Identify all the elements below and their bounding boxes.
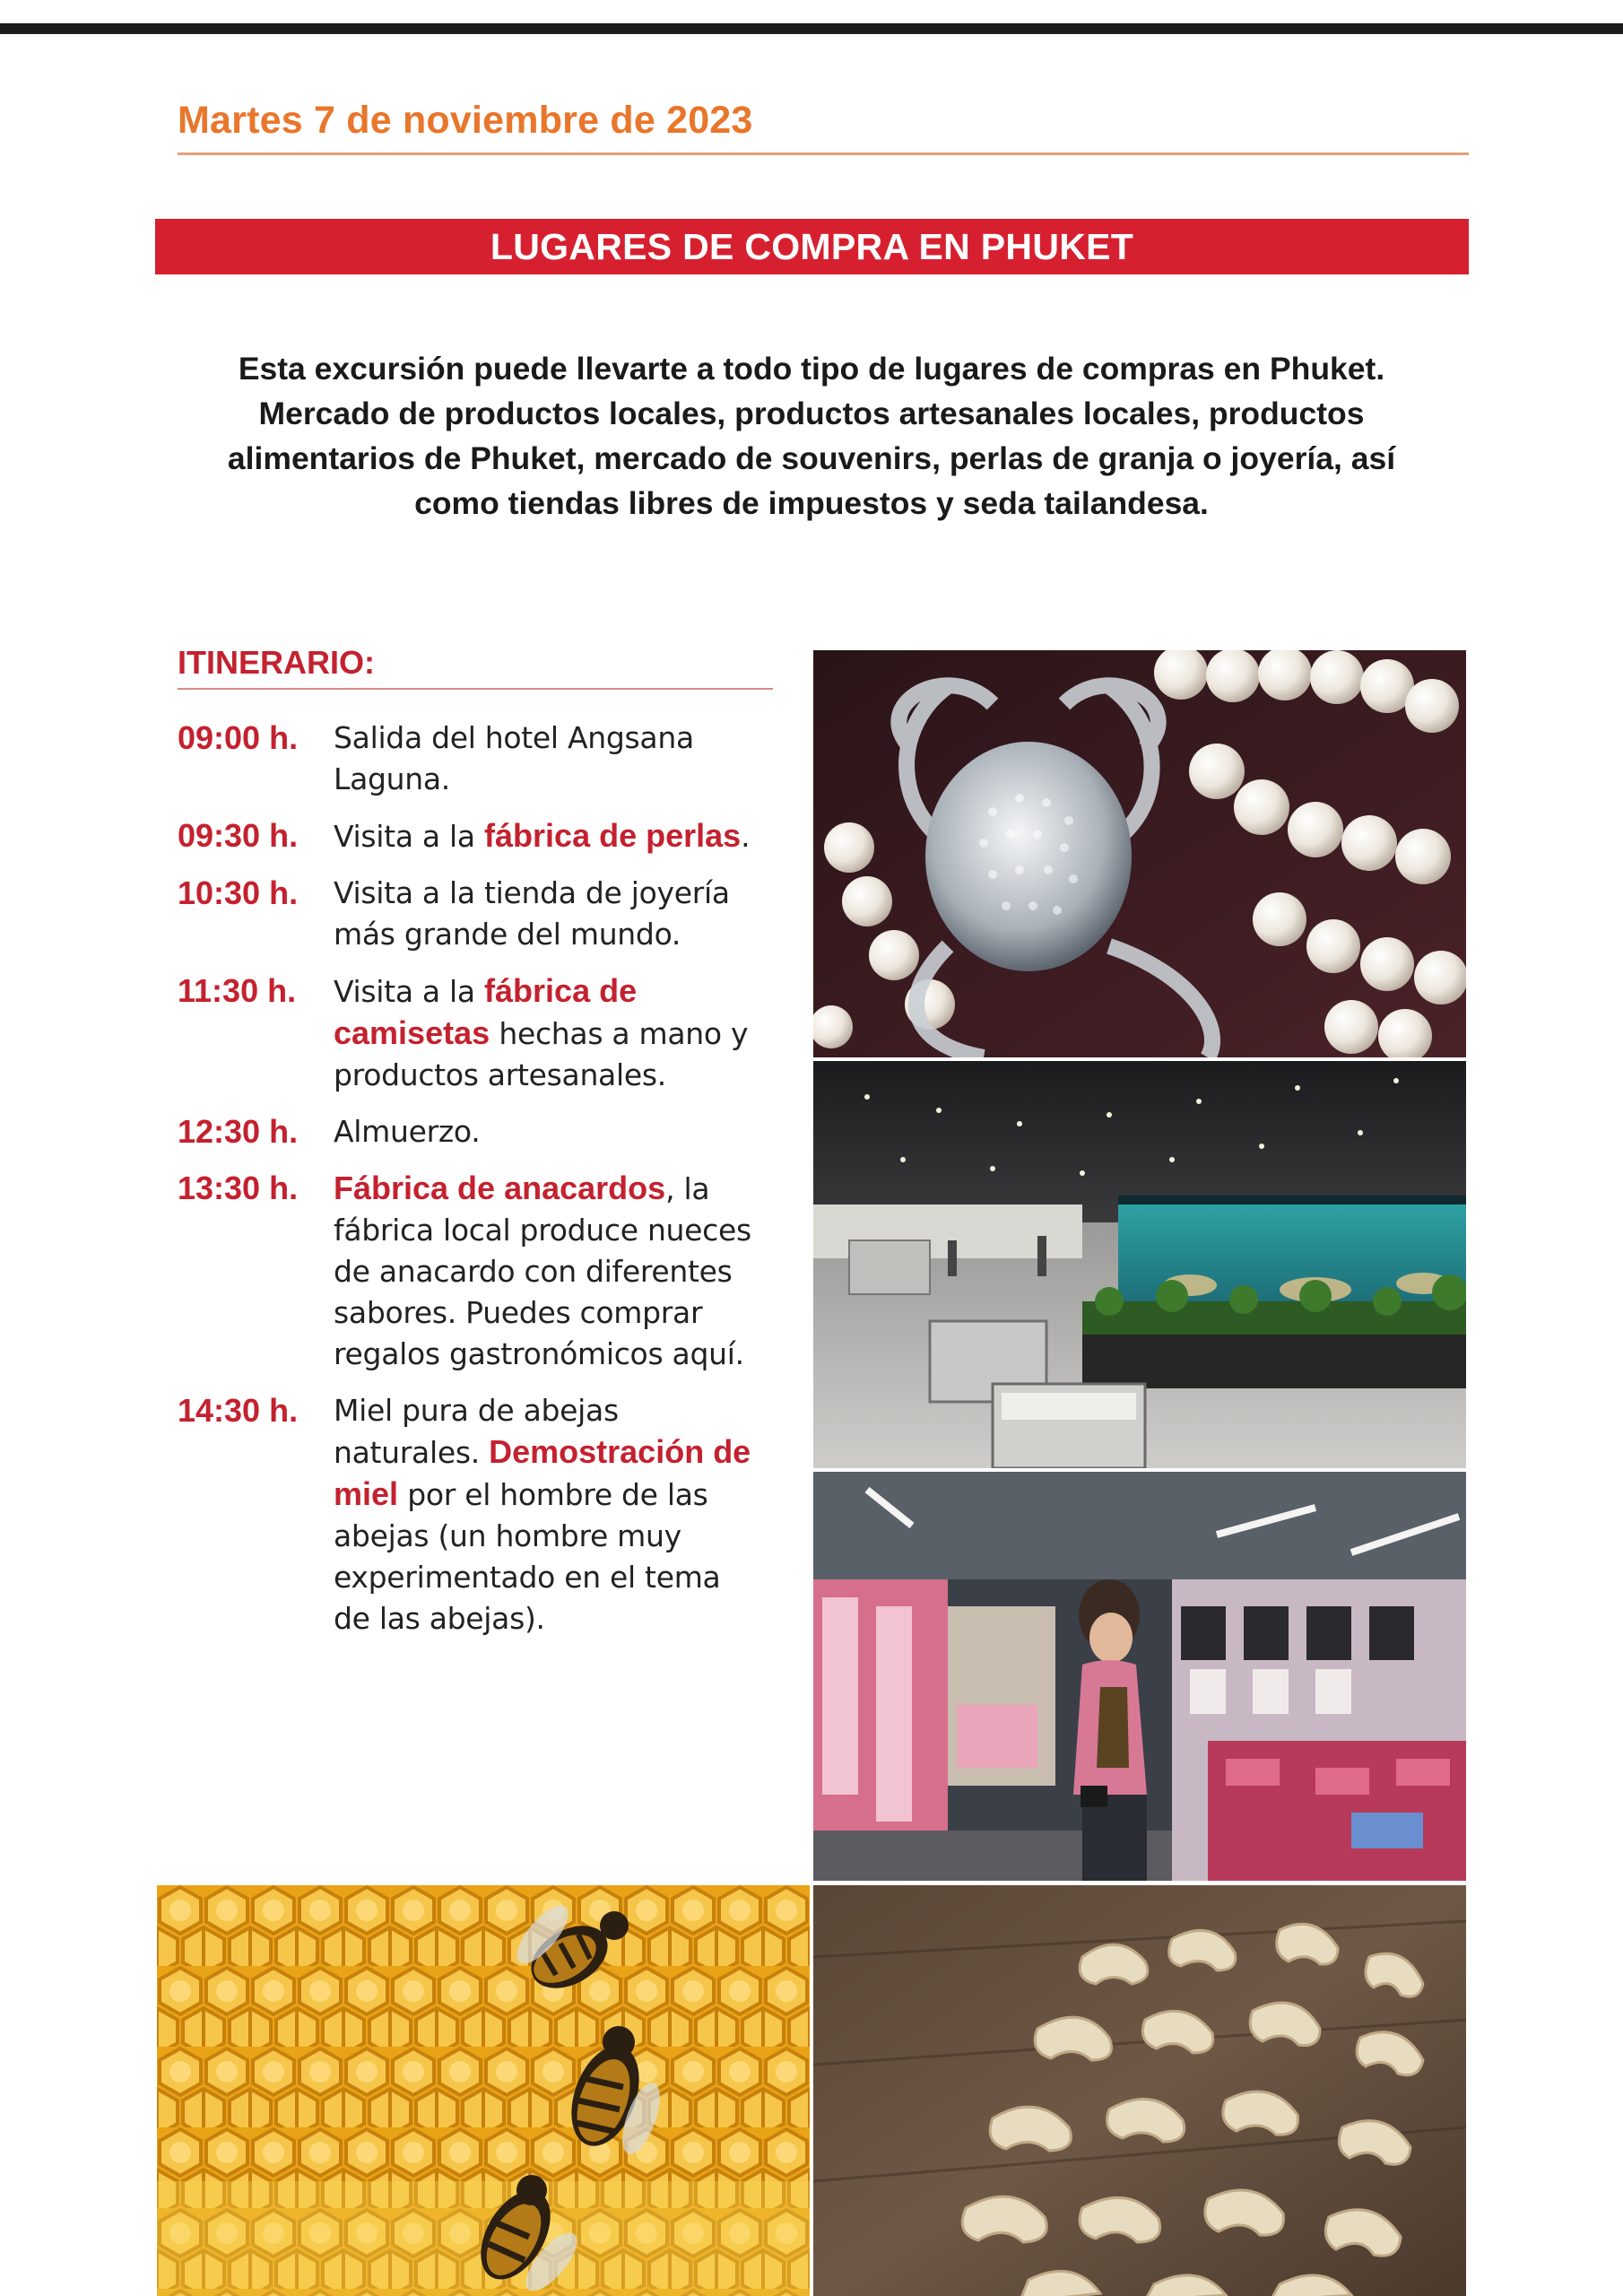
itinerary-description — [334, 815, 760, 857]
itinerary-time: 12:30 h. — [178, 1113, 299, 1150]
title-banner: LUGARES DE COMPRA EN PHUKET — [155, 219, 1469, 274]
itinerary-text: Visita a la — [334, 974, 485, 1009]
itinerary-time: 09:30 h. — [178, 817, 299, 854]
itinerary-description — [334, 1168, 760, 1375]
jewelry-store-photo — [813, 1061, 1466, 1468]
itinerary-description — [334, 970, 760, 1096]
itinerary-item — [178, 1168, 787, 1375]
intro-line: Esta excursión puede llevarte a todo tipo de lugares de compras en Phuket. — [238, 351, 1385, 387]
itinerary-item — [178, 873, 787, 955]
itinerary-list — [178, 718, 787, 1655]
itinerary-description — [334, 1111, 760, 1152]
itinerary-time: 11:30 h. — [178, 972, 297, 1009]
itinerary-highlight: fábrica de camisetas — [334, 972, 638, 1051]
itinerary-description — [334, 718, 760, 800]
itinerary-time: 13:30 h. — [178, 1170, 299, 1206]
itinerary-divider — [178, 688, 773, 690]
date-heading: Martes 7 de noviembre de 2023 — [178, 99, 753, 142]
itinerary-text: Salida del hotel Angsana Laguna. — [334, 720, 694, 796]
intro-line: Mercado de productos locales, productos artesanales locales, productos — [258, 396, 1365, 431]
intro-line: como tiendas libres de impuestos y seda tailandesa. — [414, 485, 1209, 521]
itinerary-text: Visita a la tienda de joyería más grande del mundo. — [334, 875, 730, 952]
itinerary-item — [178, 815, 787, 857]
intro-line: alimentarios de Phuket, mercado de souvenirs, perlas de granja o joyería, así — [227, 440, 1396, 476]
intro-paragraph — [188, 346, 1435, 526]
itinerary-item — [178, 970, 787, 1096]
pearls-jewelry-photo — [813, 650, 1466, 1057]
itinerary-text: hechas a mano y productos artesanales. — [334, 1016, 749, 1092]
itinerary-text: Visita a la — [334, 819, 485, 854]
itinerary-item — [178, 1111, 787, 1152]
itinerary-text: Almuerzo. — [334, 1114, 481, 1149]
itinerary-highlight: Fábrica de anacardos — [334, 1170, 666, 1206]
itinerary-time: 10:30 h. — [178, 874, 299, 911]
itinerary-item — [178, 718, 787, 800]
itinerary-text: por el hombre de las abejas (un hombre muy experimentado en el tema de las abejas). — [334, 1477, 721, 1636]
honeycomb-bees-photo — [157, 1885, 810, 2296]
itinerary-time: 09:00 h. — [178, 719, 299, 756]
itinerary-description — [334, 1390, 760, 1639]
date-divider — [178, 152, 1469, 155]
itinerary-highlight: Demostración de miel — [334, 1433, 751, 1512]
itinerary-text: , la fábrica local produce nueces de anacardo con diferentes sabores. Puedes comprar regalos gastronómicos aquí. — [334, 1171, 751, 1371]
itinerary-heading: ITINERARIO: — [178, 644, 375, 681]
itinerary-time: 14:30 h. — [178, 1392, 299, 1429]
itinerary-highlight: fábrica de perlas — [484, 817, 742, 854]
itinerary-description — [334, 873, 760, 955]
itinerary-item — [178, 1390, 787, 1639]
itinerary-text: . — [741, 819, 751, 854]
clothing-market-photo — [813, 1472, 1466, 1881]
top-border-bar — [0, 23, 1623, 34]
itinerary-text: Miel pura de abejas naturales. — [334, 1393, 619, 1470]
cashew-nuts-photo — [813, 1885, 1466, 2296]
